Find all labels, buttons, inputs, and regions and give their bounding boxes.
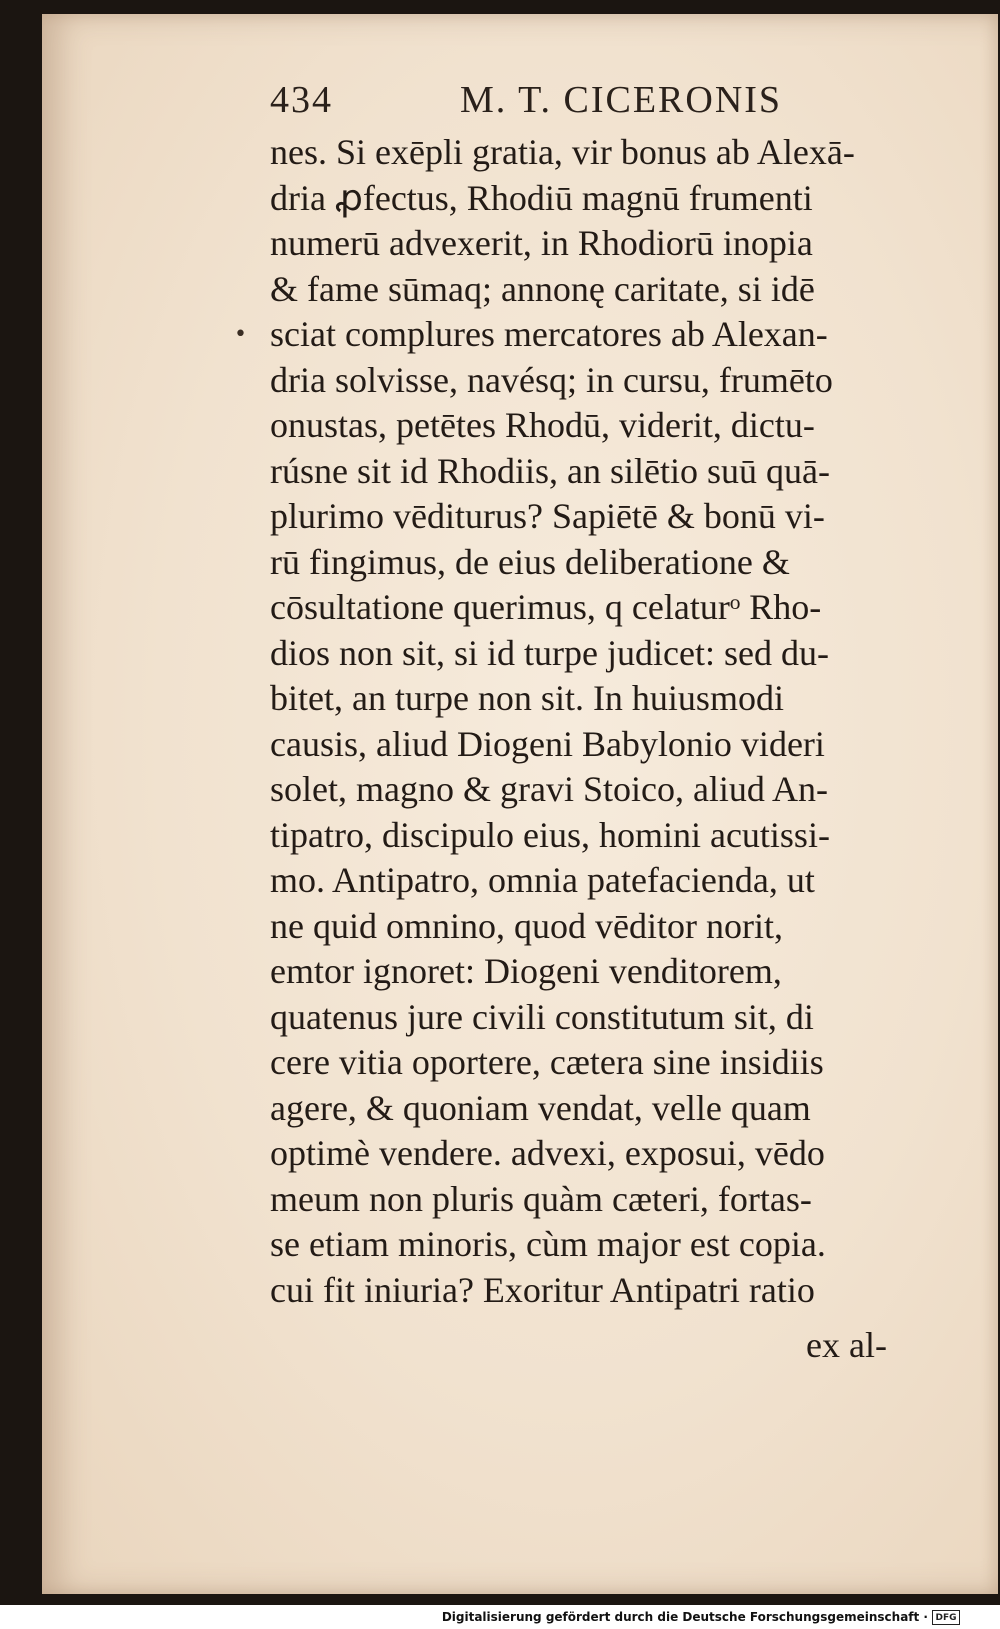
page-number: 434 (270, 79, 333, 121)
text-line: cui fit iniuria? Exoritur Antipatri ratio (270, 1269, 815, 1310)
text-line: dria solvisse, navésq; in cursu, frumēto (270, 359, 833, 400)
text-line: optimè vendere. advexi, exposui, vēdo (270, 1133, 825, 1173)
text-line: onustas, petētes Rhodū, viderit, dictu- (270, 405, 815, 445)
dfg-logo: DFG (932, 1610, 960, 1625)
text-line: causis, aliud Diogeni Babylonio videri (270, 723, 825, 764)
text-line: cere vitia oportere, cætera sine insidiis (270, 1042, 824, 1082)
text-line: numerū advexerit, in Rhodiorū inopia (270, 223, 813, 263)
body-text (270, 130, 920, 1313)
catchword: ex al- (806, 1325, 887, 1365)
text-line: rúsne sit id Rhodiis, an silētio suū quā- (270, 450, 830, 491)
text-line: se etiam minoris, cùm major est copia. (270, 1224, 826, 1264)
text-line: sciat complures mercatores ab Alexan- (270, 314, 828, 354)
text-line: cōsultatione querimus, q celaturᵒ Rho- (270, 587, 822, 627)
text-line: dios non sit, si id turpe judicet: sed du- (270, 632, 829, 673)
margin-mark: • (234, 322, 247, 347)
text-line: meum non pluris quàm cæteri, fortas- (270, 1178, 812, 1219)
running-head-title: M. T. CICERONIS (460, 79, 783, 121)
text-line: solet, magno & gravi Stoico, aliud An- (270, 769, 828, 809)
running-head (270, 78, 850, 128)
text-line: quatenus jure civili constitutum sit, di (270, 996, 814, 1037)
text-line: & fame sūmaq; annonę caritate, si idē (270, 268, 815, 309)
text-line: rū fingimus, de eius deliberatione & (270, 541, 790, 582)
text-line: nes. Si exēpli gratia, vir bonus ab Alexā- (270, 132, 855, 172)
text-line: mo. Antipatro, omnia patefacienda, ut (270, 860, 815, 900)
book-page (42, 14, 998, 1594)
text-line: agere, & quoniam vendat, velle quam (270, 1087, 811, 1128)
funding-credit: Digitalisierung gefördert durch die Deutsche Forschungsgemeinschaft · (441, 1610, 928, 1624)
text-line: tipatro, discipulo eius, homini acutissi- (270, 814, 830, 855)
digitization-footer (0, 1606, 1000, 1629)
text-line: emtor ignoret: Diogeni venditorem, (270, 951, 782, 991)
text-line: ne quid omnino, quod vēditor norit, (270, 905, 783, 946)
text-line: dria ꝓfectus, Rhodiū magnū frumenti (270, 177, 813, 218)
text-line: plurimo vēditurus? Sapiētē & bonū vi- (270, 496, 825, 536)
text-line: bitet, an turpe non sit. In huiusmodi (270, 678, 784, 718)
